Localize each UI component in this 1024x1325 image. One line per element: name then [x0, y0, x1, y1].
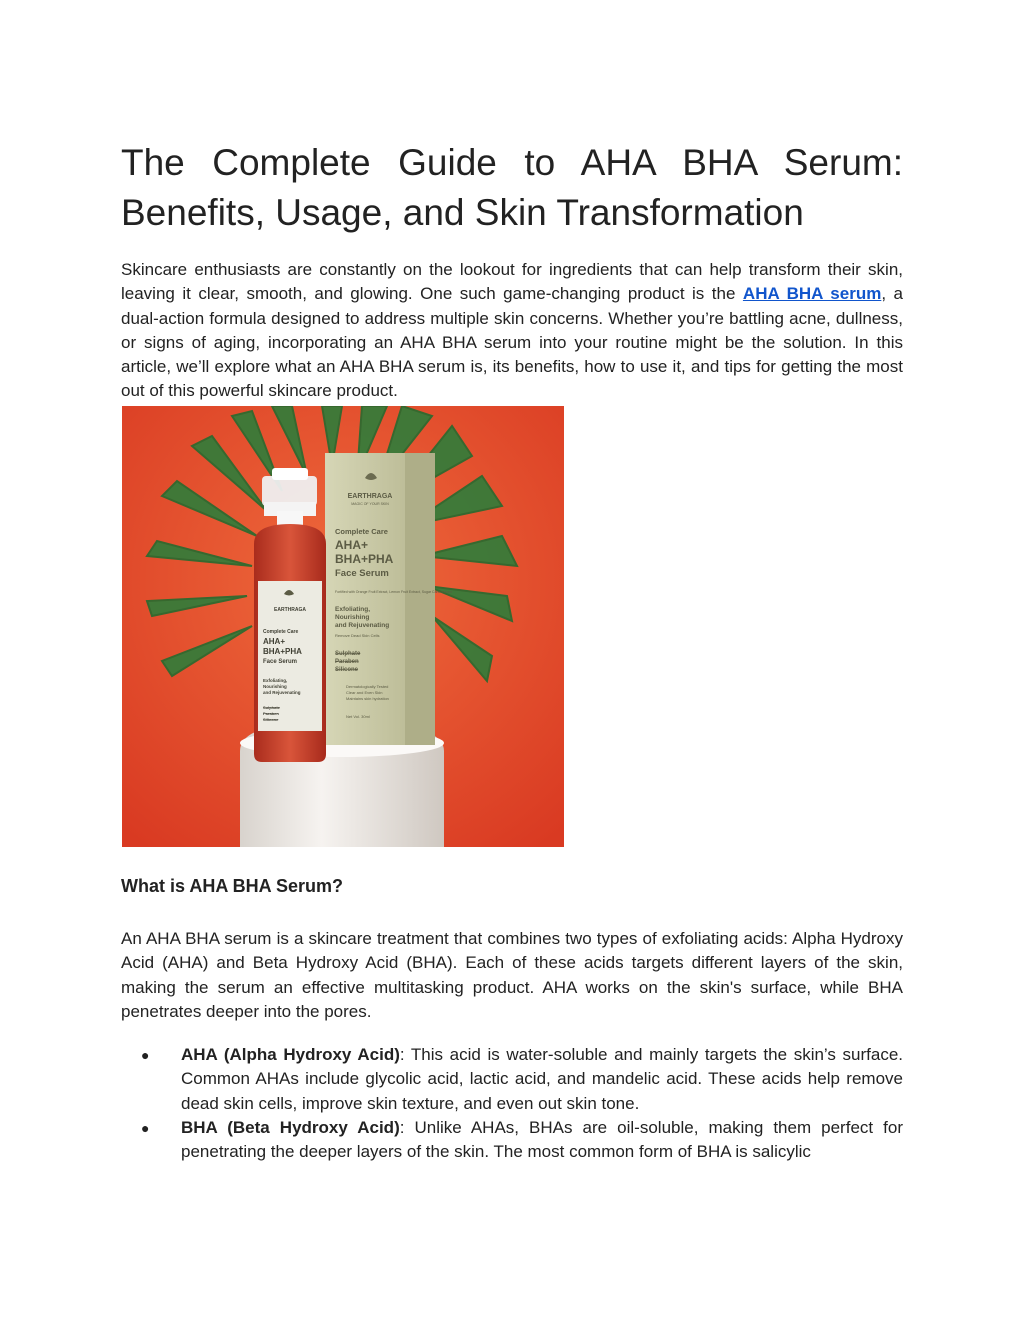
bottle-line-1: Complete Care	[263, 629, 299, 635]
box-line-2: AHA+	[335, 538, 369, 552]
box-claim-2: Nourishing	[335, 614, 370, 621]
bottle-brand: EARTHRAGA	[274, 607, 306, 613]
serum-bottle-shape	[254, 468, 326, 762]
acid-list	[121, 1043, 903, 1164]
bottle-line-2: AHA+	[263, 637, 286, 646]
box-claim-4: Remove Dead Skin Cells	[335, 633, 380, 638]
bottle-claim-2: Nourishing	[263, 684, 287, 689]
product-photo	[122, 406, 564, 847]
box-line-4: Face Serum	[335, 568, 389, 579]
intro-text-end: , a dual-action formula designed to address multiple skin concerns. Whether you’re battling acne, dullness, or signs of aging, incorporating an AHA BHA serum into your routine might be the solution. In this article, we’ll explore what an AHA BHA serum is, its benefits, how to use it, and tips for getting the most out of this powerful skincare product.	[121, 284, 903, 401]
bottle-claim-3: and Rejuvenating	[263, 690, 301, 695]
section-paragraph: An AHA BHA serum is a skincare treatment that combines two types of exfoliating acids: Alpha Hydroxy Acid (AHA) and Beta Hydroxy Acid (BHA). Each of these acids targets different layers of the skin, making the serum an effective multitasking product. AHA works on the skin's surface, while BHA penetrates deeper into the pores.	[121, 929, 903, 1021]
box-fortified: Fortified with Orange Fruit Extract, Lemon Fruit Extract, Sugar Cane extract	[335, 590, 452, 594]
bullet-icon: ●	[141, 1119, 150, 1136]
box-tagline: MAGIC OF YOUR SKIN	[351, 502, 389, 506]
box-line-3: BHA+PHA	[335, 552, 394, 566]
bottle-free-2: Paraben	[263, 711, 279, 716]
bullet-text: : This acid is water-soluble and mainly targets the skin’s surface. Common AHAs include glycolic acid, lactic acid, and mandelic acid. These acids help remove dead skin cells, improve skin texture, and even out skin tone.	[181, 1045, 903, 1113]
list-item	[121, 1043, 903, 1116]
bottle-line-3: BHA+PHA	[263, 647, 302, 656]
intro-paragraph	[121, 258, 903, 404]
box-free-2: Paraben	[335, 659, 359, 665]
section-heading: What is AHA BHA Serum?	[121, 876, 344, 896]
bottle-free-3: Silicone	[263, 717, 279, 722]
intro-text-start: Skincare enthusiasts are constantly on the lookout for ingredients that can help transform their skin, leaving it clear, smooth, and glowing. One such game-changing product is the	[121, 260, 903, 304]
box-claim-3: and Rejuvenating	[335, 622, 390, 629]
article-title: The Complete Guide to AHA BHA Serum: Benefits, Usage, and Skin Transformation	[121, 142, 903, 233]
box-line-1: Complete Care	[335, 527, 388, 536]
box-claim-1: Exfoliating,	[335, 606, 371, 613]
box-tested-1: Dermatologically Tested	[346, 684, 389, 689]
box-free-3: Silicone	[335, 667, 359, 673]
bullet-icon: ●	[141, 1047, 150, 1063]
box-net-qty: Net Vol. 30ml	[346, 714, 370, 719]
bullet-term: BHA (Beta Hydroxy Acid)	[181, 1117, 400, 1137]
bullet-text: : Unlike AHAs, BHAs are oil-soluble, making them perfect for penetrating the deeper layers of the skin. The most common form of BHA is salicylic	[181, 1117, 903, 1162]
bottle-claim-1: Exfoliating,	[263, 678, 288, 683]
box-tested-2: Clear and Even Skin	[346, 690, 383, 695]
aha-bha-serum-link[interactable]: AHA BHA serum	[742, 284, 882, 304]
box-free-1: Sulphate	[335, 651, 361, 657]
list-item	[121, 1116, 903, 1165]
bottle-line-4: Face Serum	[263, 659, 298, 665]
box-tested-3: Maintains skin hydration	[346, 696, 389, 701]
bottle-free-1: Sulphate	[263, 705, 280, 710]
bullet-term: AHA (Alpha Hydroxy Acid)	[181, 1045, 400, 1064]
box-brand: EARTHRAGA	[347, 493, 393, 500]
